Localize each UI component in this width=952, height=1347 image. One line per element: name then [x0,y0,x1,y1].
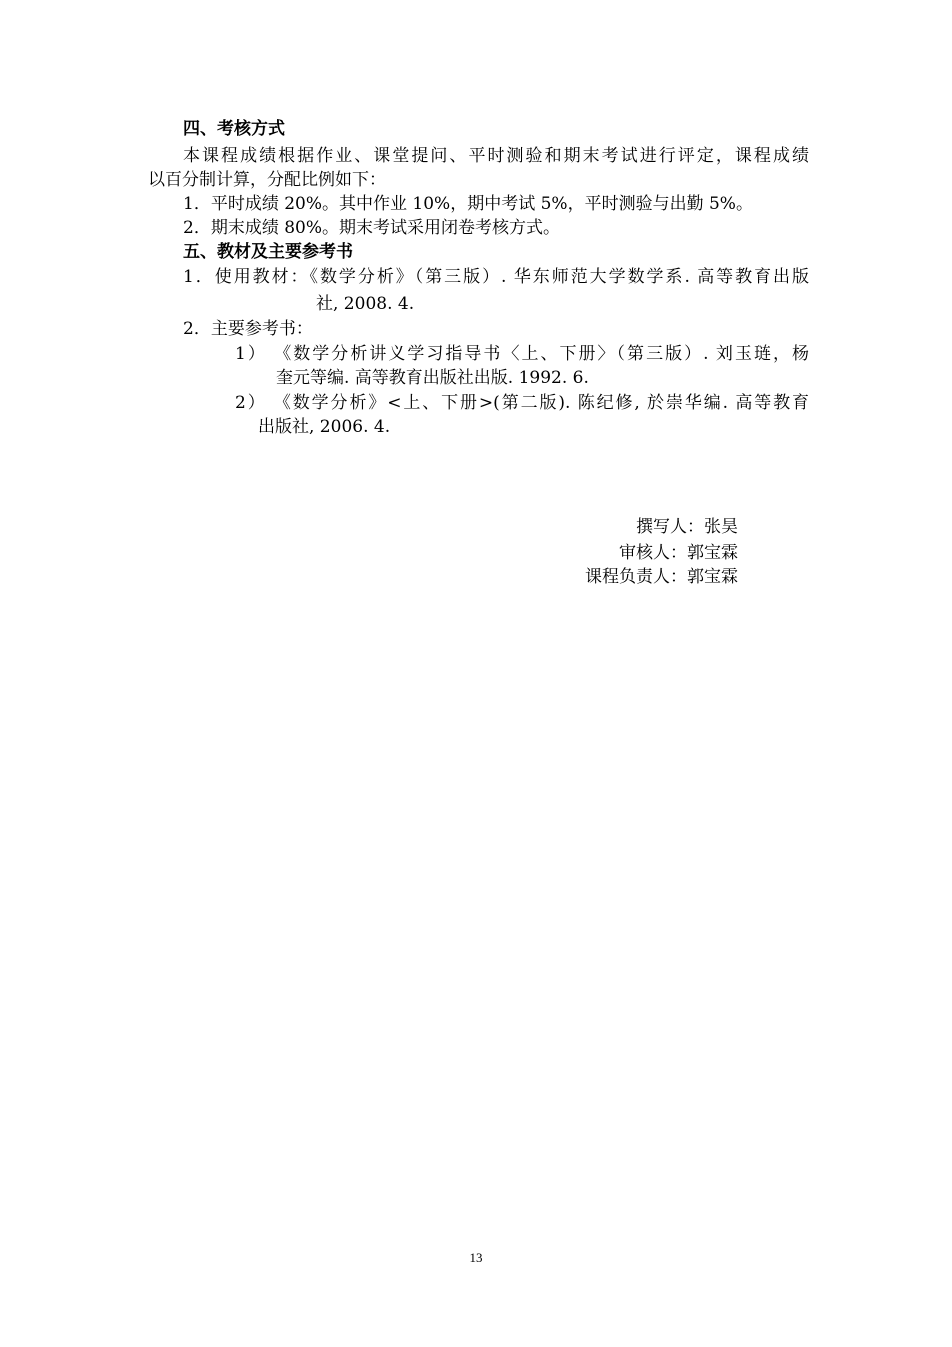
section4-item1: 1．平时成绩 20%。其中作业 10%，期中考试 5%，平时测验与出勤 5%。 [183,194,753,214]
textbook-line1: 1．使用教材：《数学分析》（第三版）. 华东师范大学数学系. 高等教育出版 [183,267,809,287]
section4-intro-line2: 以百分制计算，分配比例如下： [148,170,386,190]
page-number: 13 [469,1250,483,1265]
reference2-line1: 2） 《数学分析》<上、下册>(第二版). 陈纪修, 於崇华编. 高等教育 [235,393,809,413]
section5-heading: 五、教材及主要参考书 [183,242,353,262]
writer-signature: 撰写人：张昊 [636,517,738,537]
references-label: 2．主要参考书： [183,319,313,339]
reviewer-signature: 审核人：郭宝霖 [619,543,738,563]
course-lead-signature: 课程负责人：郭宝霖 [585,567,738,587]
reference2-line2: 出版社, 2006. 4. [258,417,391,437]
section4-intro-line1: 本课程成绩根据作业、课堂提问、平时测验和期末考试进行评定，课程成绩 [183,146,809,166]
section4-item2: 2．期末成绩 80%。期末考试采用闭卷考核方式。 [183,218,561,238]
textbook-line2: 社, 2008. 4. [316,294,415,314]
reference1-line1: 1） 《数学分析讲义学习指导书〈上、下册〉（第三版）. 刘玉琏，杨 [235,344,809,364]
section4-heading: 四、考核方式 [183,119,285,139]
reference1-line2: 奎元等编. 高等教育出版社出版. 1992. 6. [276,368,589,388]
